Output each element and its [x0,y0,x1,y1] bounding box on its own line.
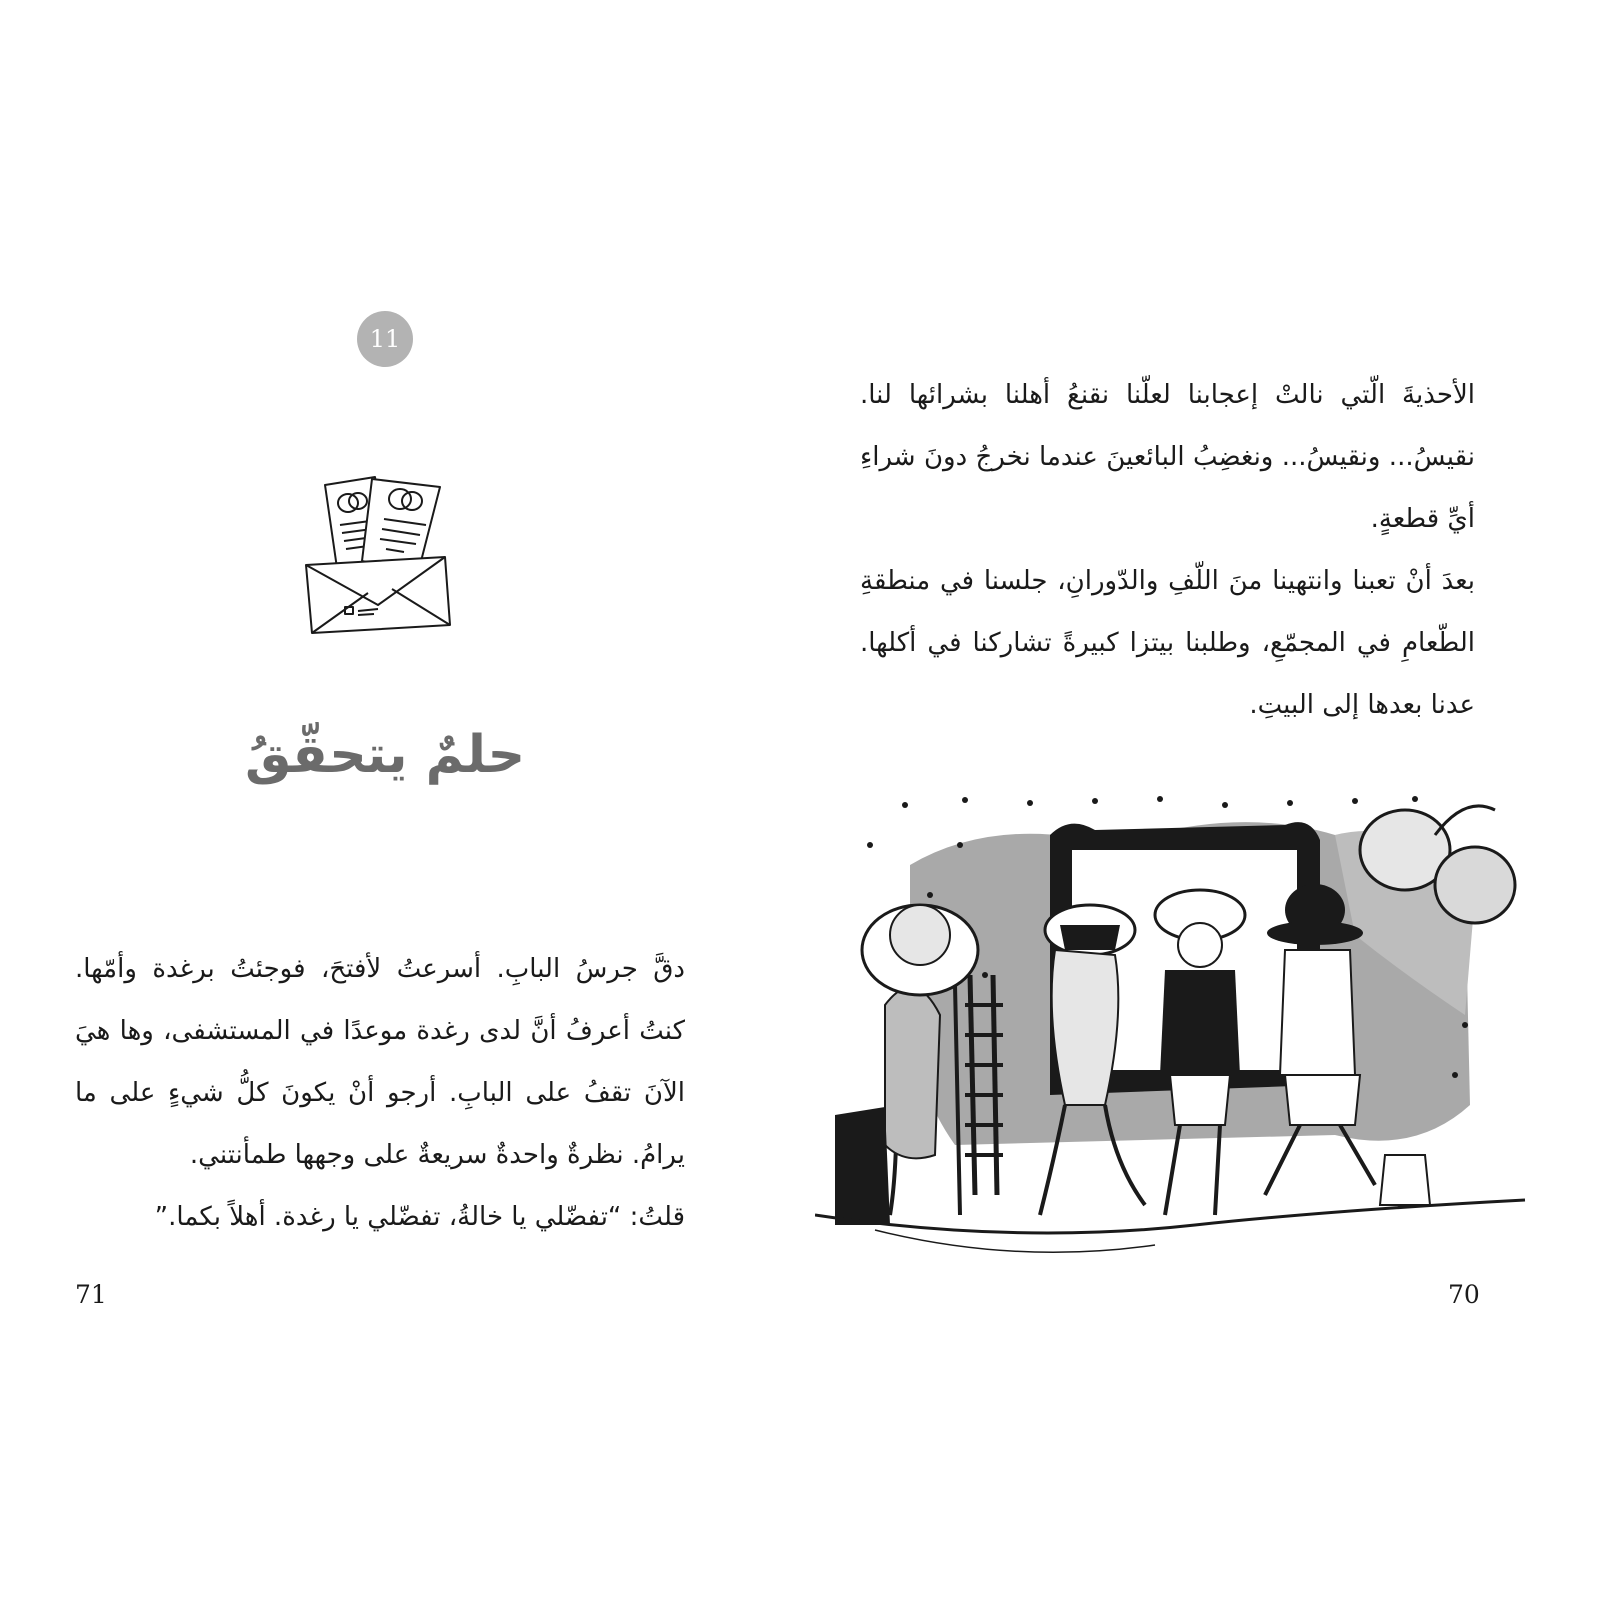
envelope-with-photos-icon [300,465,460,645]
girls-trying-hats-illustration [815,775,1535,1270]
right-page-body [860,364,1475,736]
page-number-right: 70 [1448,1280,1480,1309]
paragraph: قلتُ: “تفضّلي يا خالةُ، تفضّلي يا رغدة. أهلاً بكما.” [154,1202,685,1232]
left-page-body [75,938,685,1248]
paragraph: الأحذيةَ الّتي نالتْ إعجابنا لعلّنا نقنعُ أهلنا بشرائها لنا. نقيسُ... ونقيسُ... ونغضِبُ البائعينَ عندما نخرجُ دونَ شراءِ أيِّ قطعةٍ. [860,380,1475,534]
page-number-left: 71 [75,1280,107,1309]
chapter-number-badge: 11 [357,311,413,367]
chapter-title: حلمٌ يتحقّقُ [244,725,526,785]
paragraph: دقَّ جرسُ البابِ. أسرعتُ لأفتحَ، فوجئتُ برغدة وأمّها. كنتُ أعرفُ أنَّ لدى رغدة موعدًا في المستشفى، وها هيَ الآنَ تقفُ على البابِ. أرجو أنْ يكونَ كلُّ شيءٍ على ما يرامُ. نظرةٌ واحدةٌ سريعةٌ على وجهها طمأنتني. [75,954,685,1170]
paragraph: بعدَ أنْ تعبنا وانتهينا منَ اللّفِ والدّورانِ، جلسنا في منطقةِ الطّعامِ في المجمّعِ، وطلبنا بيتزا كبيرةً تشاركنا في أكلها. عدنا بعدها إلى البيتِ. [860,566,1475,720]
